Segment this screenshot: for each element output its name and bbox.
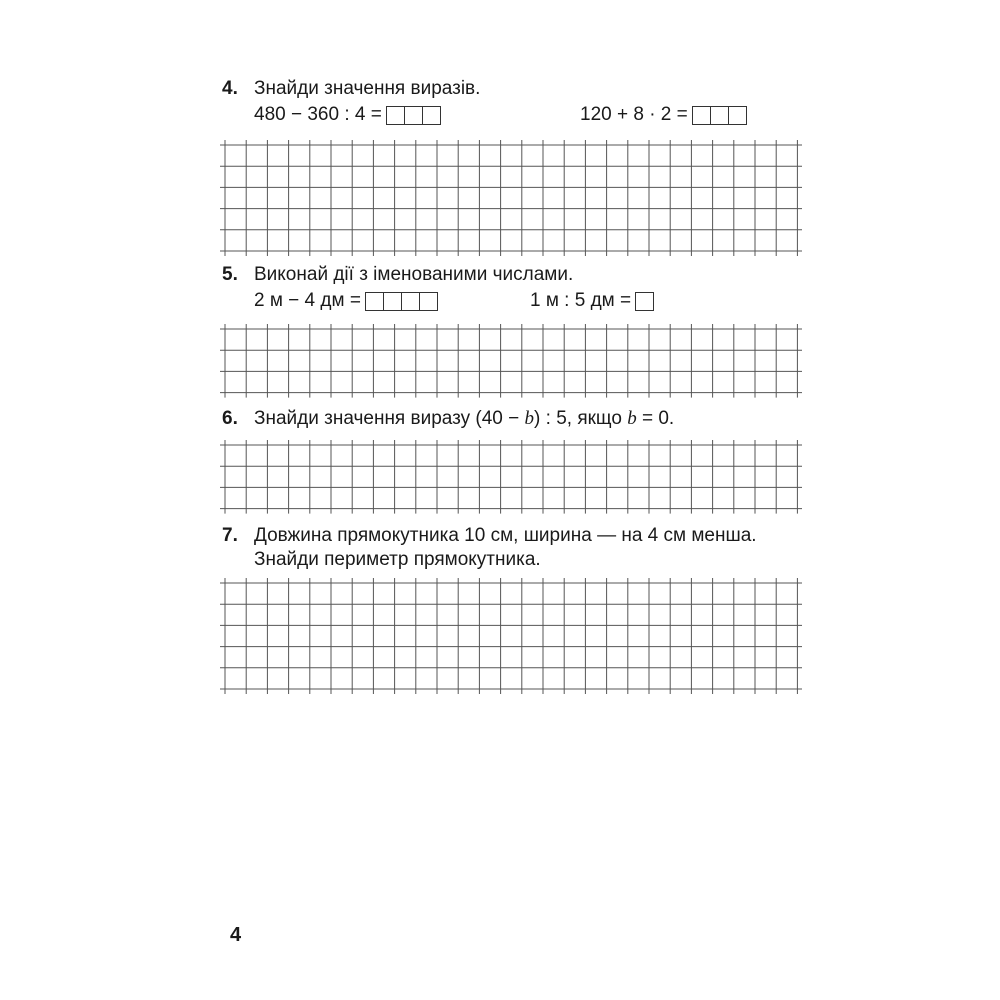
answer-boxes[interactable] <box>692 106 747 125</box>
task-7-number: 7. <box>222 525 238 546</box>
variable-b: b <box>524 408 535 429</box>
task-4-expression-2 <box>580 104 747 126</box>
task-6-text-before: Знайди значення виразу (40 − <box>254 408 525 429</box>
answer-box[interactable] <box>404 106 423 125</box>
answer-box[interactable] <box>401 292 420 311</box>
task-4-heading <box>222 78 480 100</box>
answer-box[interactable] <box>710 106 729 125</box>
page-number: 4 <box>230 924 242 946</box>
task-4-expression-1 <box>254 104 441 126</box>
task-5-text: Виконай дії з іменованими числами. <box>254 264 574 285</box>
task-5-number: 5. <box>222 264 238 285</box>
task-4-text: Знайди значення виразів. <box>254 78 481 99</box>
task-7-heading <box>222 525 757 547</box>
task-4-number: 4. <box>222 78 238 99</box>
task-6-number: 6. <box>222 408 238 429</box>
expression-text: 120 + 8 · 2 = <box>580 104 688 125</box>
task-7-line-1: Довжина прямокутника 10 см, ширина — на 4 см менша. <box>254 525 757 546</box>
task-4-answer-grid[interactable] <box>220 140 802 256</box>
variable-b: b <box>627 408 637 429</box>
expression-text: 1 м : 5 дм = <box>530 290 632 311</box>
answer-box[interactable] <box>692 106 711 125</box>
answer-boxes[interactable] <box>635 292 654 311</box>
answer-box[interactable] <box>419 292 438 311</box>
task-6-heading <box>222 408 674 430</box>
answer-box[interactable] <box>365 292 384 311</box>
task-6-text-middle: ) : 5, якщо <box>534 408 628 429</box>
answer-boxes[interactable] <box>386 106 441 125</box>
task-5-answer-grid[interactable] <box>220 324 802 398</box>
expression-text: 480 − 360 : 4 = <box>254 104 382 125</box>
task-6-answer-grid[interactable] <box>220 440 802 514</box>
answer-box[interactable] <box>728 106 747 125</box>
answer-box[interactable] <box>635 292 654 311</box>
answer-box[interactable] <box>422 106 441 125</box>
task-5-heading <box>222 264 573 286</box>
answer-boxes[interactable] <box>365 292 438 311</box>
task-5-expression-1 <box>254 290 438 312</box>
task-5-expression-2 <box>530 290 654 312</box>
task-6-text-after: = 0. <box>636 408 675 429</box>
answer-box[interactable] <box>383 292 402 311</box>
answer-box[interactable] <box>386 106 405 125</box>
task-7-answer-grid[interactable] <box>220 578 802 694</box>
task-7-line-2: Знайди периметр прямокутника. <box>254 549 541 570</box>
expression-text: 2 м − 4 дм = <box>254 290 361 311</box>
